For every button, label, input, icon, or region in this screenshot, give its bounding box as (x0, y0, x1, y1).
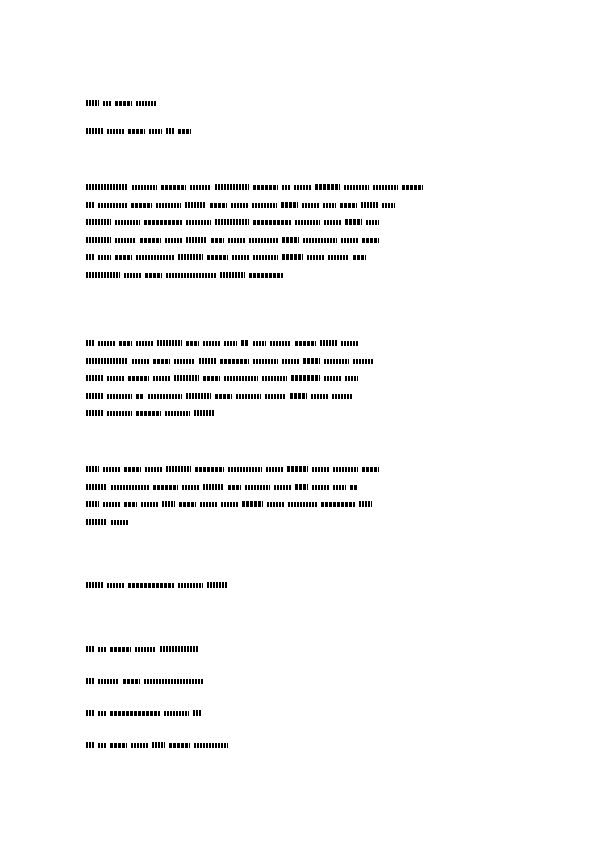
illegible-word (144, 679, 203, 684)
illegible-word (144, 220, 182, 225)
illegible-word (253, 341, 266, 346)
illegible-word (203, 484, 224, 490)
illegible-word (115, 238, 136, 243)
illegible-word (162, 501, 175, 507)
illegible-word (186, 393, 211, 399)
illegible-word (353, 359, 374, 364)
illegible-word (115, 220, 140, 225)
illegible-word (153, 485, 178, 490)
illegible-word (373, 185, 398, 190)
section-line-1 (86, 582, 232, 590)
illegible-word (274, 485, 291, 490)
illegible-word (161, 185, 186, 190)
illegible-word (291, 375, 320, 381)
illegible-word (312, 485, 329, 490)
illegible-word (282, 254, 303, 260)
illegible-word (232, 255, 249, 260)
illegible-word (190, 185, 211, 190)
illegible-word (359, 501, 372, 507)
illegible-word (345, 376, 358, 381)
illegible-word (86, 466, 99, 472)
illegible-word (145, 273, 162, 278)
illegible-word (136, 411, 161, 416)
illegible-word (231, 203, 248, 208)
illegible-word (362, 238, 379, 243)
illegible-word (107, 376, 124, 381)
paragraph-1-line (86, 184, 427, 192)
illegible-word (111, 520, 128, 525)
illegible-word (103, 502, 120, 507)
illegible-word (203, 341, 220, 346)
illegible-word (303, 358, 320, 364)
illegible-word (362, 467, 379, 472)
illegible-word (221, 502, 238, 507)
paragraph-2-line (86, 375, 362, 383)
illegible-word (98, 743, 106, 748)
illegible-word (86, 710, 94, 716)
illegible-word (249, 238, 278, 243)
illegible-word (86, 340, 94, 346)
illegible-word (282, 359, 299, 364)
illegible-word (98, 679, 119, 684)
illegible-word (224, 376, 258, 381)
illegible-word (148, 394, 182, 399)
illegible-word (86, 646, 94, 652)
illegible-word (328, 255, 349, 260)
illegible-word (86, 272, 120, 278)
paragraph-2-line (86, 340, 362, 348)
illegible-word (86, 582, 103, 588)
illegible-word (136, 255, 174, 260)
illegible-word (124, 273, 141, 278)
illegible-word (333, 485, 346, 490)
illegible-word (281, 202, 298, 208)
illegible-word (153, 359, 170, 364)
illegible-word (156, 203, 181, 208)
illegible-word (132, 185, 157, 190)
illegible-word (186, 220, 211, 225)
illegible-word (115, 255, 132, 260)
illegible-word (178, 129, 191, 134)
illegible-word (324, 359, 349, 364)
illegible-word (107, 583, 124, 588)
illegible-word (200, 502, 217, 507)
illegible-word (241, 340, 249, 346)
illegible-word (98, 711, 106, 716)
illegible-word (332, 394, 353, 399)
illegible-word (345, 219, 362, 225)
illegible-word (86, 484, 107, 490)
illegible-word (131, 203, 152, 208)
illegible-word (86, 358, 128, 364)
paragraph-1-line (86, 254, 370, 262)
illegible-word (124, 502, 137, 507)
illegible-word (111, 485, 149, 490)
illegible-word (361, 202, 378, 208)
illegible-word (169, 743, 190, 748)
illegible-word (302, 203, 319, 208)
illegible-word (107, 411, 132, 416)
illegible-word (86, 678, 94, 684)
illegible-word (341, 341, 358, 346)
illegible-word (164, 711, 189, 716)
illegible-word (86, 519, 107, 525)
illegible-word (282, 237, 299, 243)
illegible-word (211, 238, 224, 243)
illegible-word (98, 255, 111, 260)
document-header-line-1 (86, 100, 161, 108)
illegible-word (228, 485, 241, 490)
illegible-word (157, 340, 182, 346)
illegible-word (242, 501, 263, 507)
illegible-word (86, 100, 99, 106)
illegible-word (262, 376, 287, 381)
illegible-word (282, 185, 290, 190)
illegible-word (86, 254, 94, 260)
illegible-word (131, 743, 148, 748)
document-header-line-2 (86, 128, 195, 136)
illegible-word (207, 255, 228, 260)
illegible-word (253, 185, 278, 190)
illegible-word (119, 341, 132, 346)
illegible-word (174, 359, 195, 364)
illegible-word (165, 238, 182, 243)
illegible-word (135, 647, 156, 652)
illegible-word (86, 237, 111, 243)
paragraph-3-line (86, 501, 376, 509)
illegible-word (236, 394, 261, 399)
illegible-word (86, 128, 103, 134)
illegible-word (165, 411, 190, 416)
illegible-word (295, 220, 320, 225)
illegible-word (115, 101, 132, 106)
illegible-word (186, 237, 207, 243)
illegible-word (145, 467, 162, 472)
illegible-word (350, 485, 358, 490)
illegible-word (253, 220, 291, 225)
illegible-word (324, 376, 341, 381)
illegible-word (86, 393, 103, 399)
illegible-word (210, 203, 227, 208)
illegible-word (103, 467, 120, 472)
illegible-word (194, 410, 215, 416)
illegible-word (207, 582, 228, 588)
illegible-word (166, 273, 216, 278)
illegible-word (132, 359, 149, 364)
illegible-word (333, 467, 358, 472)
illegible-word (321, 502, 355, 507)
paragraph-3-line (86, 466, 383, 474)
illegible-word (86, 375, 103, 381)
section-line-4 (86, 710, 205, 718)
paragraph-2-line (86, 410, 219, 418)
paragraph-1-line (86, 202, 399, 210)
illegible-word (353, 255, 366, 260)
illegible-word (253, 255, 278, 260)
illegible-word (194, 743, 228, 748)
paragraph-2-line (86, 358, 378, 366)
illegible-word (128, 583, 174, 588)
illegible-word (341, 238, 358, 243)
illegible-word (166, 128, 174, 134)
illegible-word (382, 203, 395, 208)
illegible-word (199, 358, 216, 364)
illegible-word (266, 467, 283, 472)
illegible-word (110, 647, 131, 652)
illegible-word (366, 220, 379, 225)
illegible-word (307, 255, 324, 260)
illegible-word (224, 341, 237, 346)
illegible-word (253, 359, 278, 364)
illegible-word (228, 238, 245, 243)
illegible-word (98, 647, 106, 652)
illegible-word (267, 502, 284, 507)
illegible-word (294, 185, 311, 190)
illegible-word (107, 129, 124, 134)
illegible-word (323, 203, 336, 208)
illegible-word (249, 273, 283, 278)
illegible-word (290, 393, 307, 399)
illegible-word (178, 583, 203, 588)
illegible-word (123, 679, 140, 684)
illegible-word (86, 501, 99, 507)
section-line-2 (86, 646, 202, 654)
section-line-3 (86, 678, 207, 686)
illegible-word (288, 502, 317, 507)
illegible-word (128, 376, 149, 381)
illegible-word (245, 485, 270, 490)
illegible-word (182, 485, 199, 490)
illegible-word (265, 394, 286, 399)
illegible-word (86, 742, 94, 748)
illegible-word (295, 484, 308, 490)
illegible-word (344, 185, 369, 190)
illegible-word (86, 410, 103, 416)
illegible-word (128, 129, 145, 134)
illegible-word (315, 184, 340, 190)
paragraph-3-line (86, 519, 132, 527)
illegible-word (98, 203, 127, 208)
illegible-word (149, 129, 162, 134)
illegible-word (110, 711, 160, 716)
illegible-word (193, 710, 201, 716)
illegible-word (107, 394, 132, 399)
paragraph-1-line (86, 272, 287, 280)
illegible-word (160, 646, 198, 652)
illegible-word (287, 466, 308, 472)
illegible-word (153, 376, 170, 381)
illegible-word (215, 184, 249, 190)
illegible-word (220, 359, 249, 364)
illegible-word (98, 341, 115, 346)
paragraph-1-line (86, 219, 383, 227)
illegible-word (141, 502, 158, 507)
paragraph-3-line (86, 484, 362, 492)
illegible-word (215, 394, 232, 399)
illegible-word (166, 466, 191, 472)
illegible-word (220, 272, 245, 278)
section-line-5 (86, 742, 232, 750)
illegible-word (86, 219, 111, 225)
illegible-word (136, 341, 153, 346)
illegible-word (340, 203, 357, 208)
illegible-word (86, 202, 94, 208)
illegible-word (186, 341, 199, 346)
illegible-word (152, 742, 165, 748)
illegible-word (179, 502, 196, 507)
illegible-word (295, 341, 316, 346)
illegible-word (270, 341, 291, 346)
illegible-word (174, 375, 199, 381)
paragraph-2-line (86, 393, 357, 401)
illegible-word (320, 340, 337, 346)
illegible-word (312, 467, 329, 472)
illegible-word (110, 743, 127, 748)
illegible-word (324, 220, 341, 225)
illegible-word (185, 202, 206, 208)
illegible-word (203, 376, 220, 381)
illegible-word (228, 467, 262, 472)
illegible-word (252, 203, 277, 208)
illegible-word (215, 219, 249, 225)
illegible-word (402, 185, 423, 190)
illegible-word (136, 394, 144, 399)
illegible-word (178, 254, 203, 260)
paragraph-1-line (86, 237, 383, 245)
illegible-word (136, 101, 157, 106)
illegible-word (124, 467, 141, 472)
illegible-word (86, 184, 128, 190)
illegible-word (311, 394, 328, 399)
illegible-word (140, 238, 161, 243)
illegible-word (303, 238, 337, 243)
illegible-word (195, 467, 224, 472)
illegible-word (103, 101, 111, 106)
